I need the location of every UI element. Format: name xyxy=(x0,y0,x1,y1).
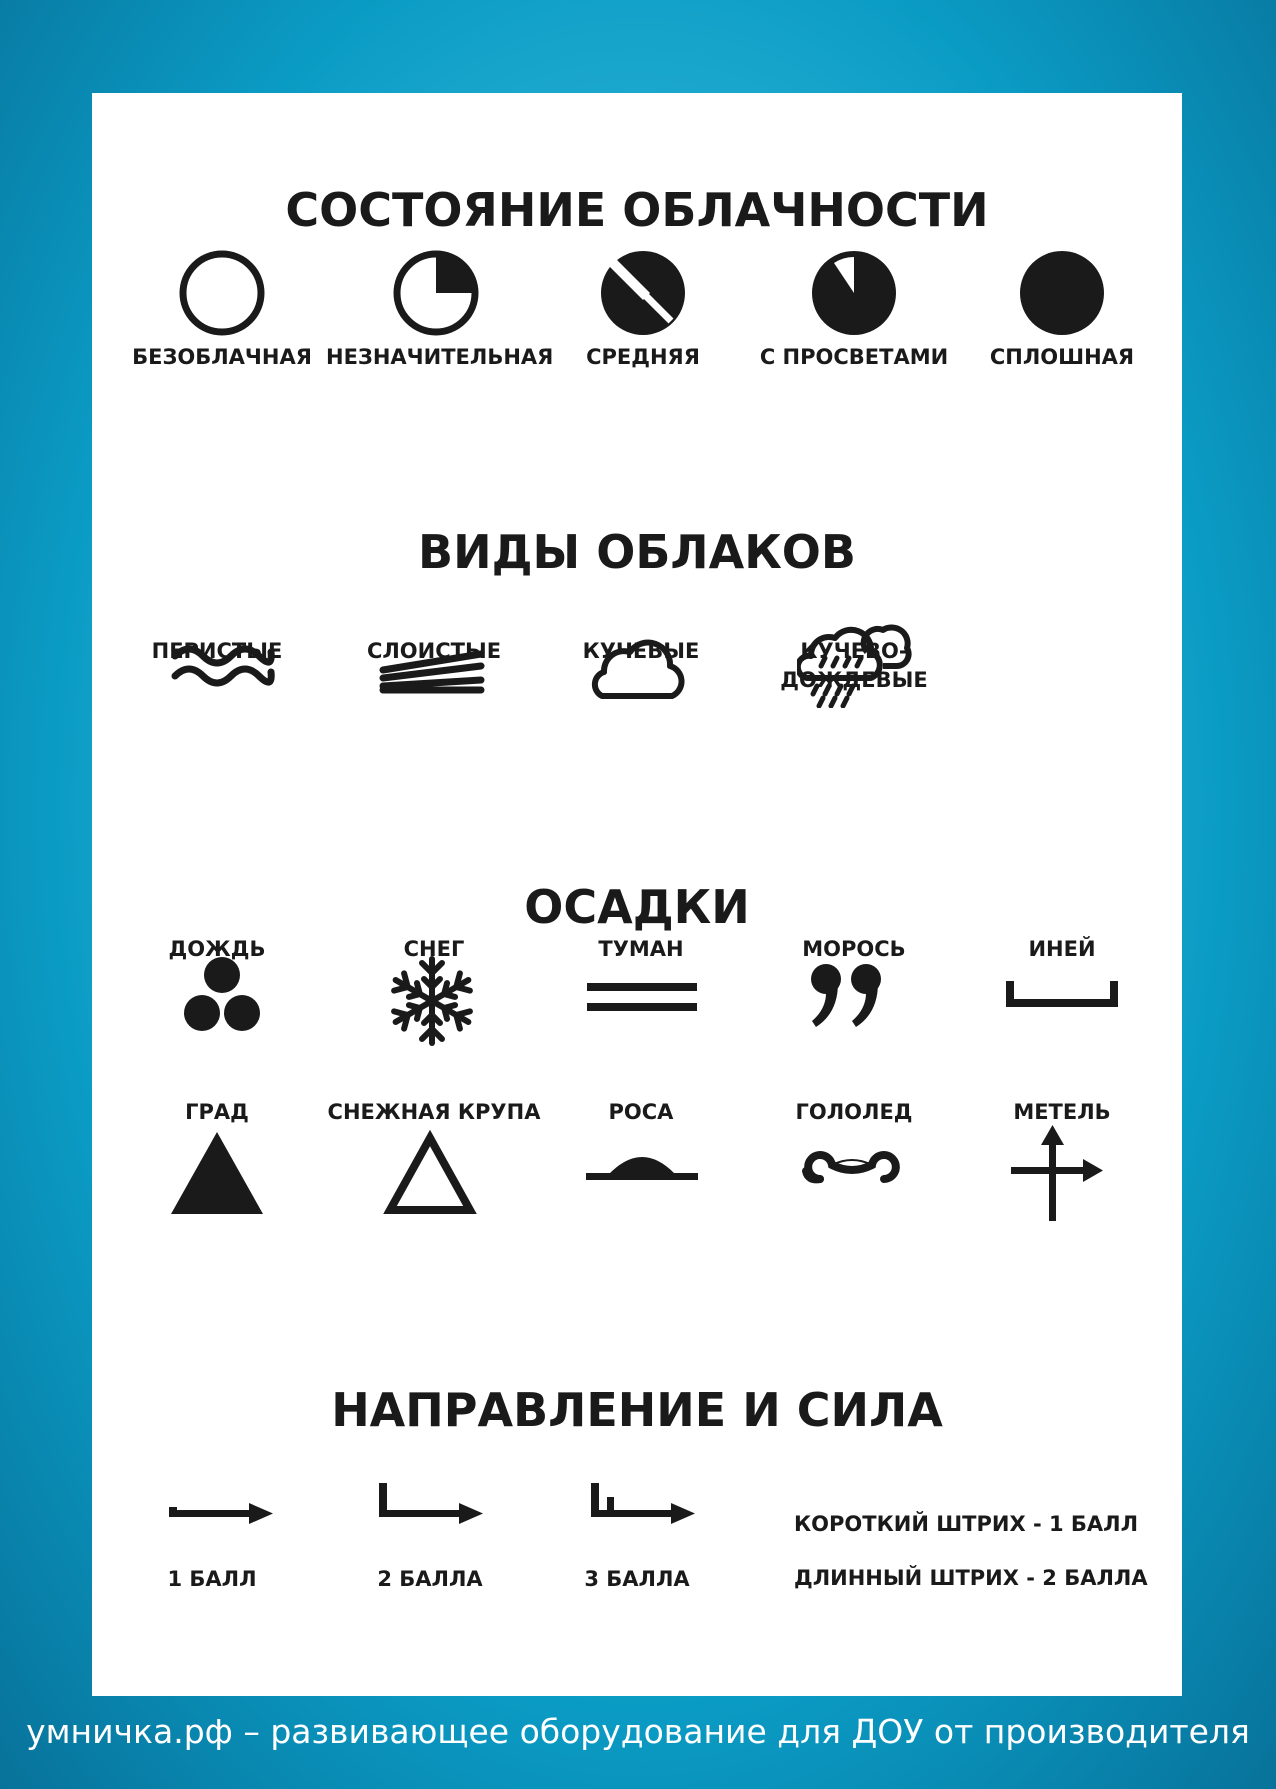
label-cumulus: КУЧЕВЫЕ xyxy=(582,639,700,663)
cross-arrows-icon xyxy=(1007,1123,1107,1223)
label-wind-2: 2 БАЛЛА xyxy=(377,1567,483,1591)
wind-arrow-3-icon xyxy=(589,1483,699,1543)
label-drizzle: МОРОСЬ xyxy=(802,937,906,961)
label-cumulonimbus-line2: ДОЖДЕВЫЕ xyxy=(780,668,928,692)
label-overcast: СПЛОШНАЯ xyxy=(989,345,1135,369)
legend-short-stroke: КОРОТКИЙ ШТРИХ - 1 БАЛЛ xyxy=(794,1512,1139,1536)
legend-long-stroke: ДЛИННЫЙ ШТРИХ - 2 БАЛЛА xyxy=(794,1566,1148,1590)
label-wind-3: 3 БАЛЛА xyxy=(584,1567,690,1591)
label-blizzard: МЕТЕЛЬ xyxy=(1013,1100,1111,1124)
label-cumulonimbus-line1: КУЧЕВО- xyxy=(800,639,908,663)
label-snow: СНЕГ xyxy=(403,937,465,961)
label-insignificant: НЕЗНАЧИТЕЛЬНАЯ xyxy=(326,345,554,369)
three-dots-icon xyxy=(172,953,272,1043)
quarter-circle-icon xyxy=(386,243,486,343)
label-stratus: СЛОИСТЫЕ xyxy=(366,639,502,663)
label-hoarfrost: ИНЕЙ xyxy=(1028,937,1096,961)
label-with-clearings: С ПРОСВЕТАМИ xyxy=(759,345,949,369)
s-curve-icon xyxy=(792,1143,912,1203)
snowflake-icon xyxy=(382,951,482,1051)
label-medium: СРЕДНЯЯ xyxy=(586,345,700,369)
filled-circle-icon xyxy=(1012,243,1112,343)
section-title-cloudiness: СОСТОЯНИЕ ОБЛАЧНОСТИ xyxy=(285,183,989,237)
section-title-wind: НАПРАВЛЕНИЕ И СИЛА xyxy=(331,1383,943,1437)
drizzle-comma-icon xyxy=(804,955,894,1055)
dome-icon xyxy=(582,1145,702,1205)
wind-arrow-2-icon xyxy=(377,1483,487,1543)
section-title-cloud-types: ВИДЫ ОБЛАКОВ xyxy=(418,525,856,579)
footer-text: умничка.рф – развивающее оборудование для ДОУ от производителя xyxy=(26,1712,1250,1751)
label-hail: ГРАД xyxy=(185,1100,249,1124)
label-cloudless: БЕЗОБЛАЧНАЯ xyxy=(132,345,312,369)
label-ice: ГОЛОЛЕД xyxy=(795,1100,913,1124)
label-fog: ТУМАН xyxy=(598,937,684,961)
mostly-filled-circle-icon xyxy=(804,243,904,343)
label-snow-pellets: СНЕЖНАЯ КРУПА xyxy=(327,1100,541,1124)
label-wind-1: 1 БАЛЛ xyxy=(167,1567,257,1591)
poster-card xyxy=(92,93,1182,1696)
filled-triangle-icon xyxy=(167,1128,267,1218)
half-circle-icon xyxy=(593,243,693,343)
label-cirrus: ПЕРИСТЫЕ xyxy=(151,639,283,663)
empty-circle-icon xyxy=(172,243,272,343)
outline-triangle-icon xyxy=(380,1128,480,1218)
label-rain: ДОЖДЬ xyxy=(168,937,266,961)
label-cumulonimbus xyxy=(744,637,964,695)
double-line-icon xyxy=(582,973,702,1033)
wind-arrow-1-icon xyxy=(167,1483,277,1543)
section-title-precipitation: ОСАДКИ xyxy=(524,880,750,934)
bracket-icon xyxy=(1002,973,1122,1023)
label-dew: РОСА xyxy=(608,1100,674,1124)
